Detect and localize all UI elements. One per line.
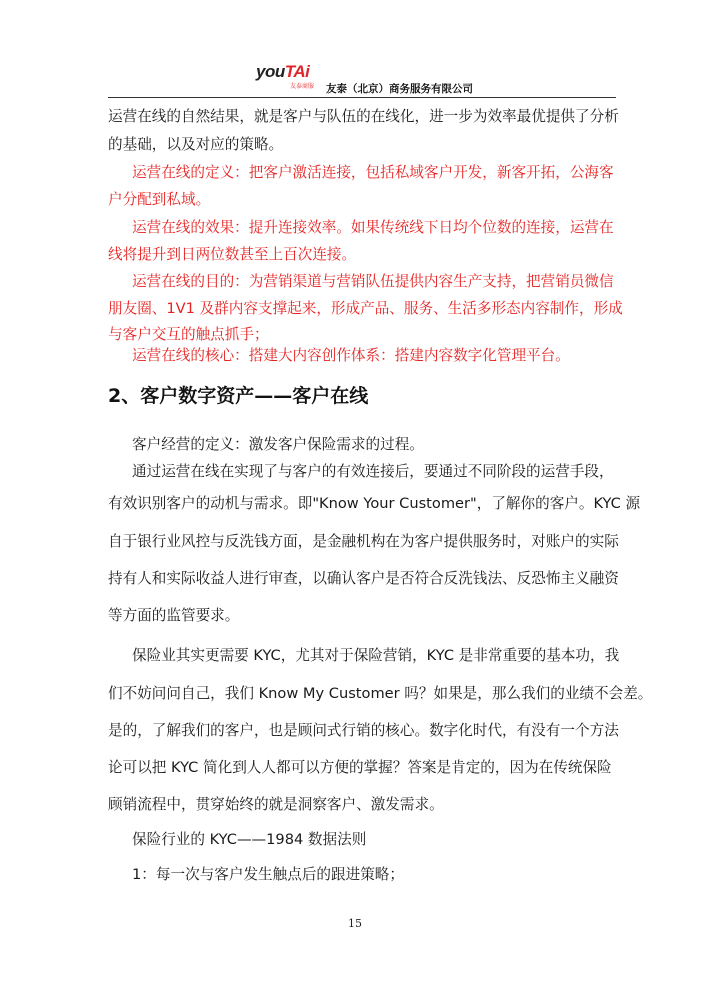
body-line-4: 自于银行业风控与反洗钱方面，是金融机构在为客户提供服务时，对账户的实际 — [108, 533, 619, 550]
intro-line-2: 的基础，以及对应的策略。 — [108, 136, 284, 153]
red-line-2: 户分配到私域。 — [108, 191, 211, 208]
red-line-5: 运营在线的目的：为营销渠道与营销队伍提供内容生产支持，把营销员微信 — [132, 273, 614, 290]
page-number: 15 — [348, 917, 362, 930]
body-line-11: 顾销流程中，贯穿始终的就是洞察客户、激发需求。 — [108, 796, 444, 813]
section-heading: 2、客户数字资产——客户在线 — [108, 385, 369, 407]
red-line-1: 运营在线的定义：把客户激活连接，包括私域客户开发，新客开拓，公海客 — [132, 164, 614, 181]
body-line-3: 有效识别客户的动机与需求。即"Know Your Customer"，了解你的客户。KYC 源 — [108, 495, 641, 512]
body-line-5: 持有人和实际收益人进行审查，以确认客户是否符合反洗钱法、反恐怖主义融资 — [108, 570, 619, 587]
intro-line-1: 运营在线的自然结果，就是客户与队伍的在线化，进一步为效率最优提供了分析 — [108, 108, 619, 125]
red-line-6: 朋友圈、1V1 及群内容支撑起来，形成产品、服务、生活多形态内容制作，形成 — [108, 300, 623, 317]
body-line-7: 保险业其实更需要 KYC，尤其对于保险营销，KYC 是非常重要的基本功，我 — [132, 647, 620, 664]
logo-wordmark-part-2: TAi — [284, 62, 310, 81]
body-line-9: 是的，了解我们的客户，也是顾问式行销的核心。数字化时代，有没有一个方法 — [108, 722, 619, 739]
youtai-logo — [256, 62, 326, 88]
page-header — [0, 58, 710, 102]
logo-subtext: 友泰商服 — [290, 83, 315, 90]
company-name: 友泰（北京）商务服务有限公司 — [326, 83, 473, 95]
header-divider — [108, 97, 616, 98]
logo-wordmark-part-1: you — [256, 62, 285, 81]
logo-wordmark — [256, 62, 309, 82]
body-line-12: 保险行业的 KYC——1984 数据法则 — [132, 831, 367, 848]
red-line-7: 与客户交互的触点抓手； — [108, 326, 269, 343]
body-line-6: 等方面的监管要求。 — [108, 607, 240, 624]
red-line-8: 运营在线的核心：搭建大内容创作体系：搭建内容数字化管理平台。 — [132, 347, 570, 364]
body-line-13: 1：每一次与客户发生触点后的跟进策略； — [132, 866, 404, 883]
body-line-1: 客户经营的定义：激发客户保险需求的过程。 — [132, 436, 424, 453]
body-line-10: 论可以把 KYC 简化到人人都可以方便的掌握？答案是肯定的，因为在传统保险 — [108, 759, 612, 776]
body-line-8: 们不妨问问自己，我们 Know My Customer 吗？如果是，那么我们的业绩不会差。 — [108, 685, 653, 702]
body-line-2: 通过运营在线在实现了与客户的有效连接后，要通过不同阶段的运营手段， — [132, 463, 614, 480]
red-line-4: 线将提升到日两位数甚至上百次连接。 — [108, 246, 357, 263]
red-line-3: 运营在线的效果：提升连接效率。如果传统线下日均个位数的连接，运营在 — [132, 219, 614, 236]
